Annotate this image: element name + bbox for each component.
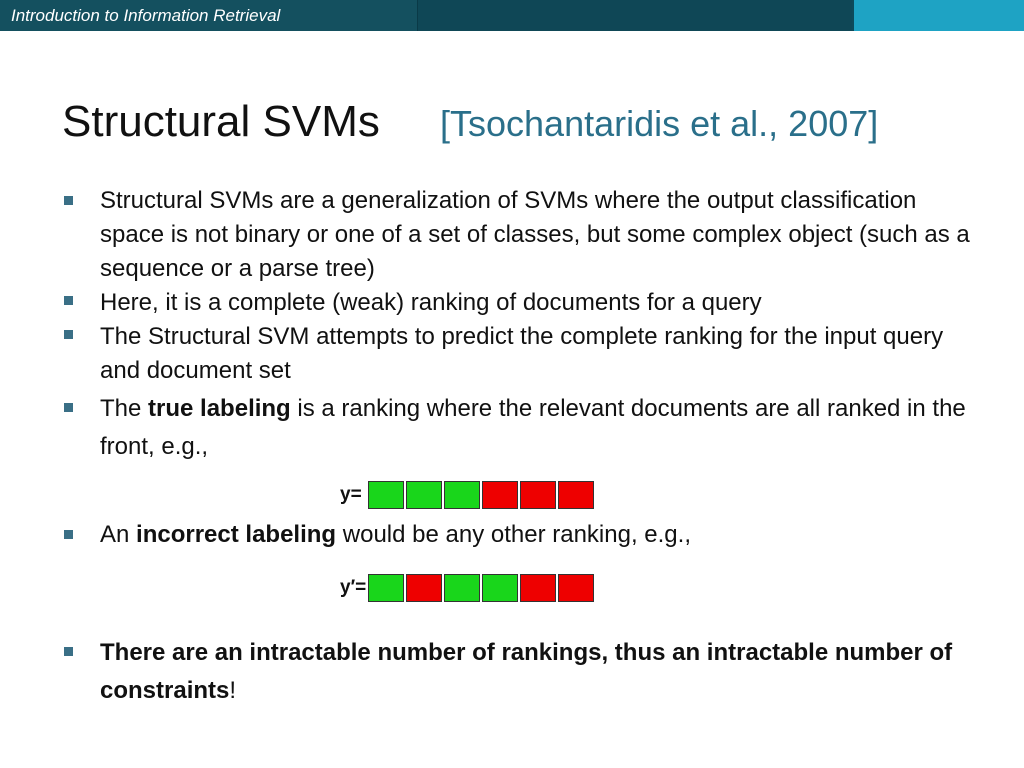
header-accent-panel bbox=[854, 0, 1024, 31]
bullet-text-6 bbox=[100, 634, 980, 710]
bullet-text-1: Structural SVMs are a generalization of SVMs where the output classification space is not binary or one of a set of classes, but some complex object (such as a sequence or a parse tree) bbox=[100, 187, 970, 282]
bullet-marker bbox=[64, 296, 73, 305]
bullet-5-suffix: would be any other ranking, e.g., bbox=[336, 521, 691, 548]
header-middle-panel bbox=[418, 0, 852, 31]
header-bar bbox=[0, 0, 1024, 31]
green-document-box bbox=[368, 481, 404, 509]
bullet-marker bbox=[64, 530, 73, 539]
bullet-4-prefix: The bbox=[100, 395, 149, 422]
bullet-text-3: The Structural SVM attempts to predict the complete ranking for the input query and document set bbox=[100, 323, 944, 384]
bullet-4-suffix: is a ranking where the relevant documents are all ranked in the front, e.g., bbox=[100, 395, 966, 460]
bullet-4-bold: true labeling bbox=[148, 395, 291, 422]
bullet-5-bold: incorrect labeling bbox=[136, 521, 337, 548]
red-document-box bbox=[520, 481, 556, 509]
bullet-6-bold: There are an intractable number of rankings, thus an intractable number of constraints bbox=[100, 639, 953, 704]
incorrect-sequence-boxes bbox=[368, 574, 596, 602]
red-document-box bbox=[558, 574, 594, 602]
green-document-box bbox=[444, 481, 480, 509]
true-sequence-boxes bbox=[368, 481, 596, 509]
incorrect-sequence-label: y′= bbox=[340, 577, 367, 598]
bullet-marker bbox=[64, 647, 73, 656]
bullet-text-2: Here, it is a complete (weak) ranking of documents for a query bbox=[100, 289, 762, 316]
red-document-box bbox=[520, 574, 556, 602]
green-document-box bbox=[444, 574, 480, 602]
green-document-box bbox=[482, 574, 518, 602]
slide-title: Structural SVMs bbox=[62, 97, 380, 146]
course-title: Introduction to Information Retrieval bbox=[11, 6, 281, 25]
bullet-6-suffix: ! bbox=[229, 677, 237, 704]
bullet-5-prefix: An bbox=[100, 521, 137, 548]
slide-citation: [Tsochantaridis et al., 2007] bbox=[440, 103, 879, 144]
bullet-text-5 bbox=[100, 518, 980, 552]
bullet-marker bbox=[64, 403, 73, 412]
true-ranking-sequence bbox=[340, 480, 596, 510]
red-document-box bbox=[406, 574, 442, 602]
incorrect-ranking-sequence bbox=[340, 573, 596, 603]
green-document-box bbox=[368, 574, 404, 602]
green-document-box bbox=[406, 481, 442, 509]
red-document-box bbox=[482, 481, 518, 509]
bullet-text-4 bbox=[100, 390, 980, 466]
red-document-box bbox=[558, 481, 594, 509]
bullet-marker bbox=[64, 196, 73, 205]
true-sequence-label: y= bbox=[340, 484, 362, 505]
bullet-marker bbox=[64, 330, 73, 339]
